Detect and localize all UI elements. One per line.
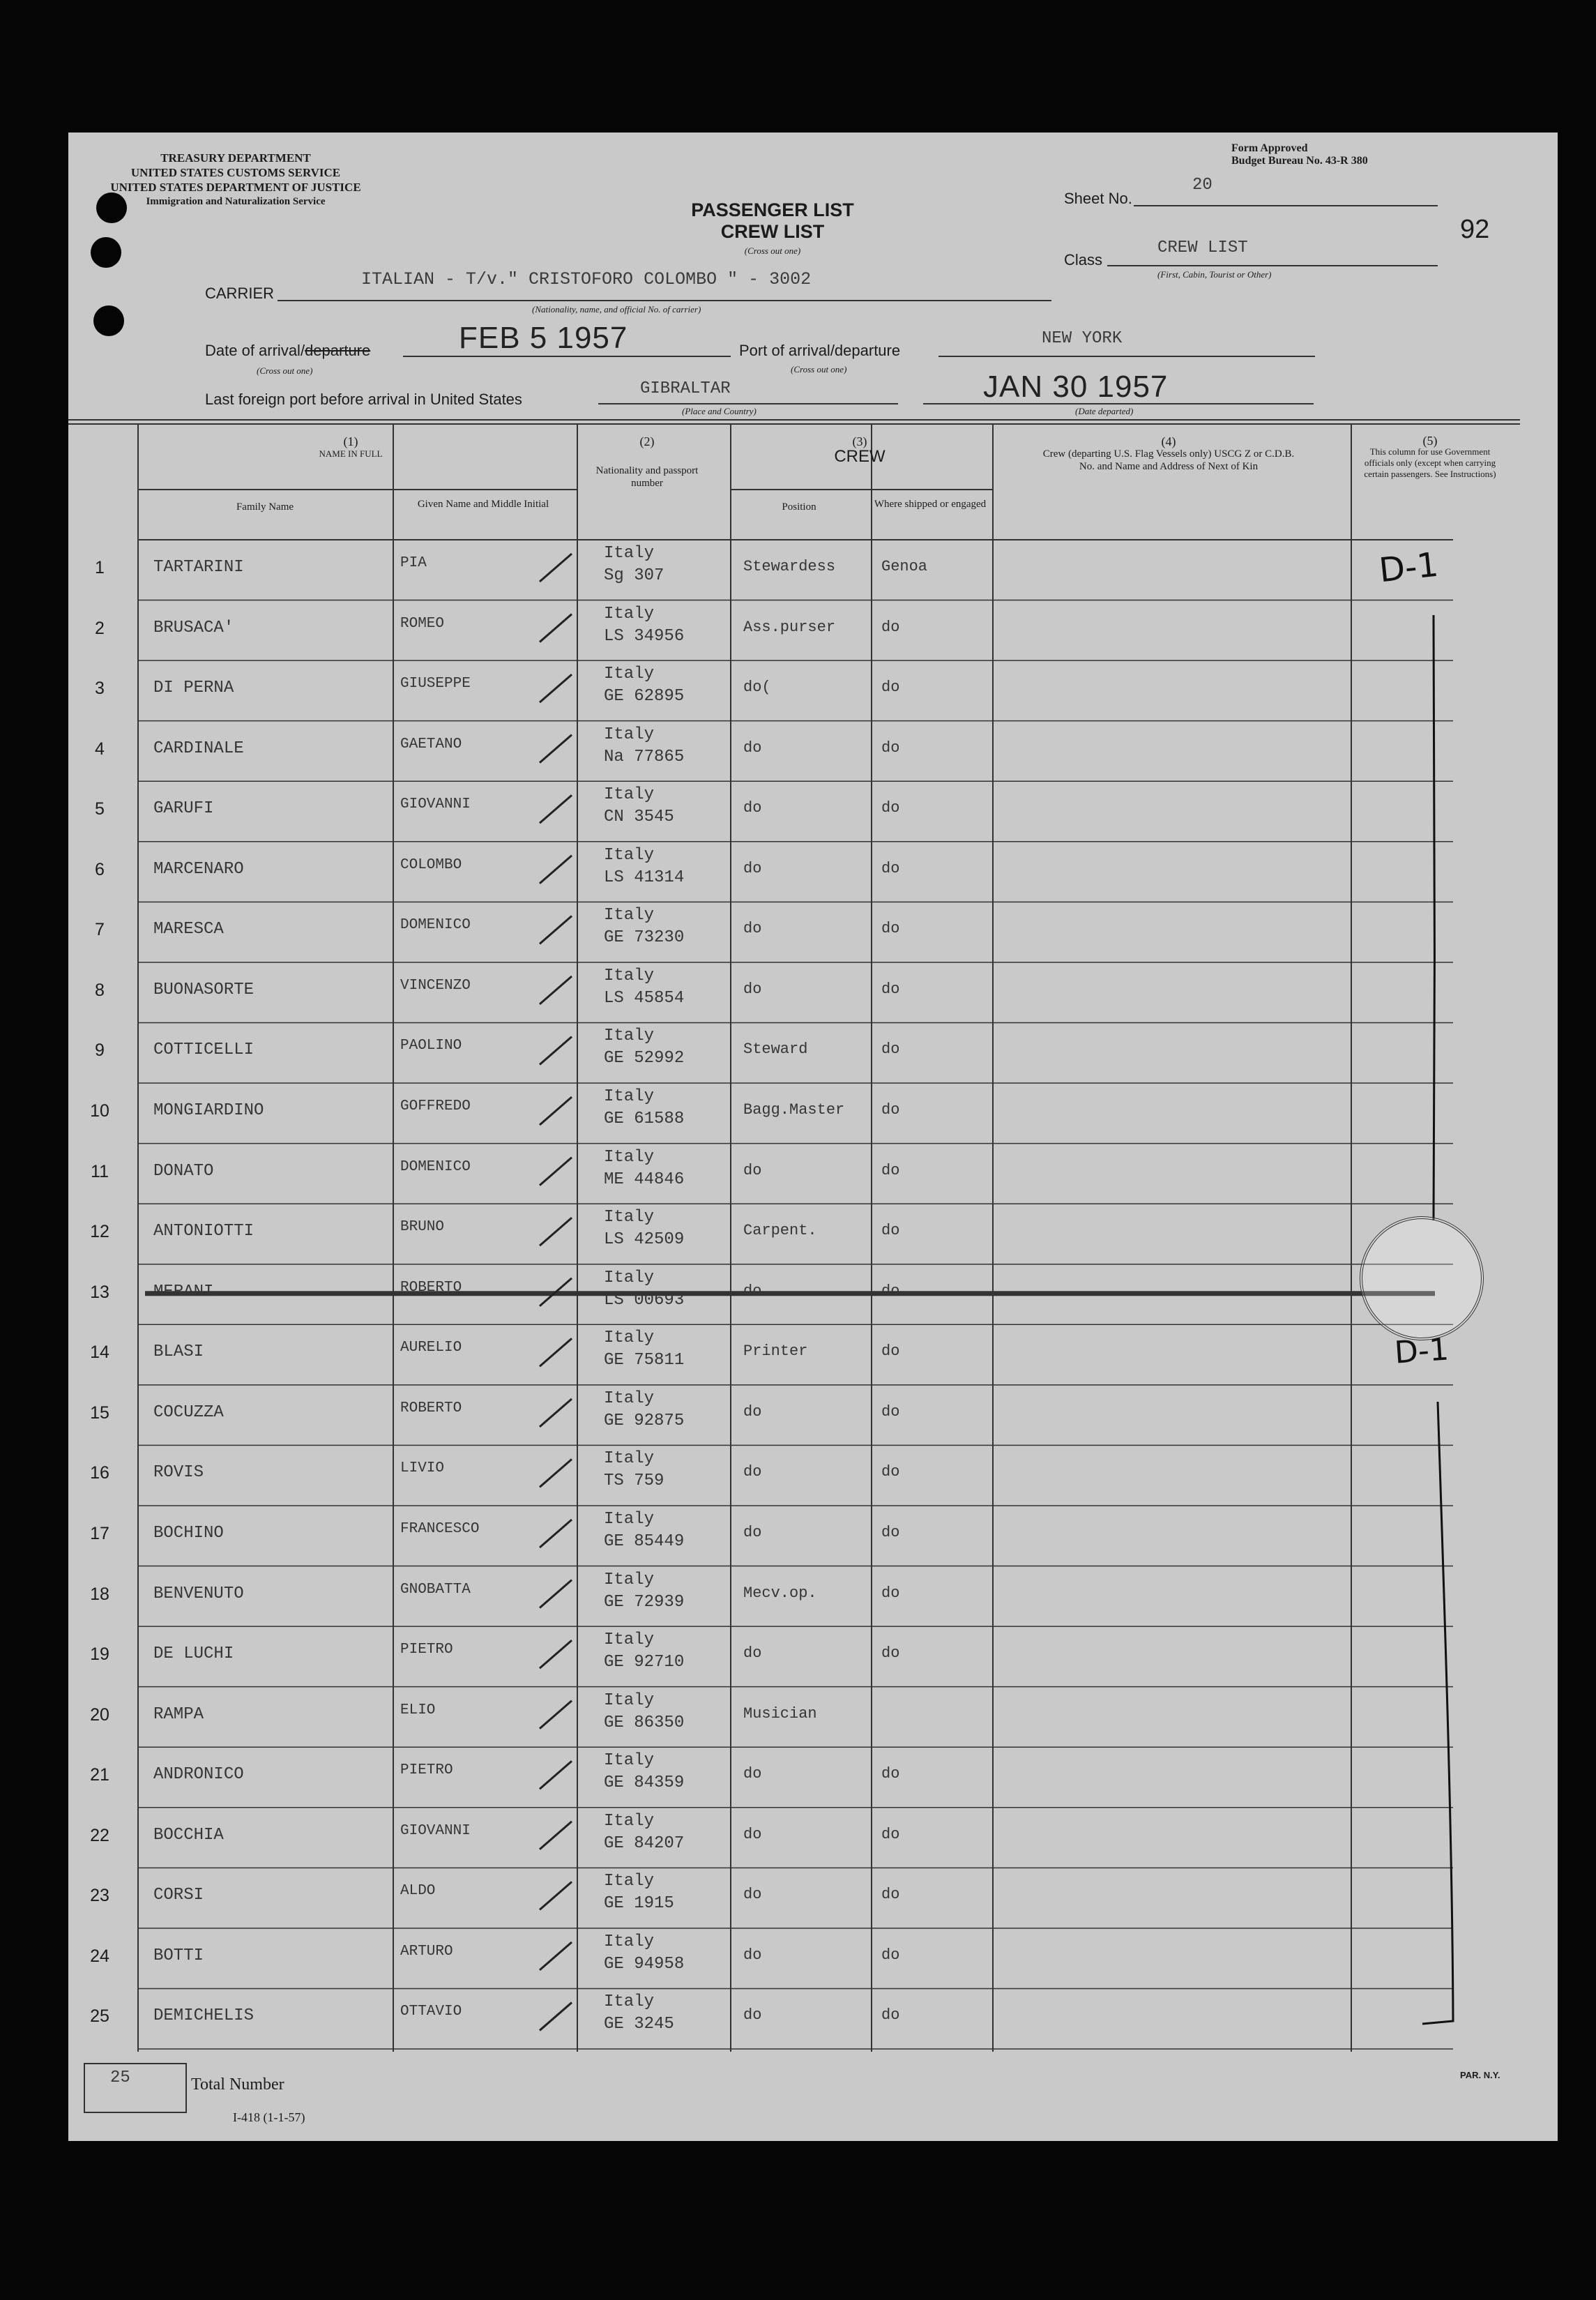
- col1-title: NAME IN FULL: [319, 448, 383, 459]
- given-name: GIOVANNI: [400, 796, 471, 813]
- col3-number: (3): [852, 434, 867, 448]
- given-name: PAOLINO: [400, 1038, 462, 1054]
- nationality: Italy: [604, 906, 655, 925]
- given-name: GOFFREDO: [400, 1098, 471, 1115]
- departed-hint: (Date departed): [1075, 406, 1134, 416]
- passport-number: Sg 307: [604, 566, 664, 585]
- family-name: COTTICELLI: [153, 1041, 254, 1060]
- where-shipped: do: [881, 859, 900, 877]
- where-shipped: Genoa: [881, 558, 928, 575]
- where-shipped: do: [881, 1644, 900, 1663]
- given-name: PIETRO: [400, 1762, 453, 1779]
- annotation-d1-mid: D-1: [1393, 1331, 1450, 1371]
- position: do: [743, 1946, 762, 1964]
- passport-number: LS 42509: [604, 1230, 685, 1250]
- check-mark: [540, 1097, 572, 1125]
- col1-header: [138, 435, 563, 460]
- col3-header: [731, 434, 989, 466]
- position: do: [743, 1644, 762, 1663]
- check-mark: [540, 1580, 572, 1608]
- col2-header: [579, 435, 715, 490]
- official-seal: [1360, 1216, 1484, 1340]
- check-mark: [540, 795, 572, 823]
- row-number: 25: [90, 2006, 109, 2027]
- passport-number: LS 00693: [604, 1290, 685, 1310]
- family-name: MERANI: [153, 1282, 214, 1301]
- position: do: [743, 2006, 762, 2025]
- nationality: Italy: [604, 966, 655, 985]
- where-shipped: do: [881, 1222, 900, 1240]
- col1-number: (1): [343, 434, 358, 448]
- given-name: ROMEO: [400, 615, 445, 632]
- passport-number: GE 61588: [604, 1110, 685, 1129]
- where-shipped: do: [881, 1946, 900, 1964]
- family-name: MARESCA: [153, 920, 224, 939]
- passport-number: GE 72939: [604, 1592, 685, 1612]
- crew-table-grid: [68, 133, 1558, 2141]
- check-mark: [540, 735, 572, 763]
- given-name: COLOMBO: [400, 856, 462, 873]
- given-name-header: Given Name and Middle Initial: [417, 499, 549, 510]
- where-shipped: do: [881, 1765, 900, 1783]
- where-shipped: do: [881, 739, 900, 757]
- class-label: Class: [1064, 251, 1103, 268]
- row-number: 1: [95, 558, 105, 577]
- printer-mark: PAR. N.Y.: [1460, 2070, 1500, 2080]
- class-hint: (First, Cabin, Tourist or Other): [1157, 269, 1272, 280]
- nationality: Italy: [604, 1147, 655, 1167]
- departed-date-stamp: JAN 30 1957: [983, 370, 1169, 404]
- passport-number: GE 84207: [604, 1833, 685, 1853]
- nationality: Italy: [604, 1087, 655, 1107]
- dept-line-1: TREASURY DEPARTMENT: [160, 151, 311, 165]
- given-name: ROBERTO: [400, 1400, 462, 1416]
- passport-number: LS 45854: [604, 988, 685, 1008]
- position: Steward: [743, 1041, 808, 1059]
- given-name: PIETRO: [400, 1642, 453, 1658]
- passport-number: GE 92875: [604, 1411, 685, 1430]
- passport-number: GE 62895: [604, 687, 685, 706]
- where-shipped: do: [881, 1161, 900, 1179]
- family-name-header: Family Name: [236, 501, 294, 513]
- port-value: NEW YORK: [1042, 329, 1123, 348]
- given-name: ALDO: [400, 1883, 436, 1900]
- col2-title: Nationality and passport number: [595, 465, 699, 489]
- nationality: Italy: [604, 1811, 655, 1831]
- where-shipped: do: [881, 1342, 900, 1361]
- total-label: Total Number: [191, 2075, 284, 2094]
- family-name: DONATO: [153, 1161, 214, 1181]
- row-number: 9: [95, 1041, 105, 1061]
- check-mark: [540, 1520, 572, 1548]
- position: do: [743, 1825, 762, 1843]
- family-name: CARDINALE: [153, 739, 244, 758]
- sheet-no-label: Sheet No.: [1064, 190, 1132, 207]
- row-number: 17: [90, 1523, 109, 1543]
- budget-bureau-label: Budget Bureau No. 43-R 380: [1231, 155, 1368, 167]
- passport-number: GE 52992: [604, 1049, 685, 1068]
- form-number: I-418 (1-1-57): [233, 2110, 305, 2124]
- row-number: 20: [90, 1704, 109, 1725]
- nationality: Italy: [604, 665, 655, 684]
- given-name: BRUNO: [400, 1219, 445, 1236]
- given-name: GIUSEPPE: [400, 676, 471, 693]
- col5-title: This column for use Government officials only (except when carrying certain passengers. See Instructions): [1364, 446, 1496, 479]
- position: do: [743, 859, 762, 877]
- where-shipped: do: [881, 1886, 900, 1904]
- position: Bagg.Master: [743, 1101, 845, 1119]
- row-number: 15: [90, 1402, 109, 1423]
- family-name: RAMPA: [153, 1704, 204, 1724]
- title-passenger-list: PASSENGER LIST: [691, 199, 854, 220]
- passport-number: GE 86350: [604, 1713, 685, 1732]
- row-number: 23: [90, 1886, 109, 1906]
- where-shipped: do: [881, 1463, 900, 1481]
- nationality: Italy: [604, 845, 655, 865]
- family-name: DEMICHELIS: [153, 2006, 254, 2026]
- row-number: 14: [90, 1342, 109, 1363]
- total-box: [84, 2063, 187, 2113]
- nationality: Italy: [604, 544, 655, 563]
- family-name: ANTONIOTTI: [153, 1222, 254, 1241]
- family-name: BOCHINO: [153, 1523, 224, 1543]
- nationality: Italy: [604, 1631, 655, 1650]
- family-name: ROVIS: [153, 1463, 204, 1483]
- col5-number: (5): [1422, 434, 1438, 448]
- check-mark: [540, 856, 572, 884]
- position: do: [743, 1886, 762, 1904]
- dept-line-3: UNITED STATES DEPARTMENT OF JUSTICE: [110, 181, 361, 194]
- position: do: [743, 1282, 762, 1300]
- sheet-no-value: 20: [1192, 176, 1213, 195]
- position: do: [743, 980, 762, 998]
- passport-number: LS 34956: [604, 626, 685, 646]
- row-number: 5: [95, 799, 105, 819]
- row-number: 10: [90, 1101, 109, 1121]
- col5-header: [1350, 435, 1510, 480]
- family-name: MARCENARO: [153, 859, 244, 879]
- dept-line-4: Immigration and Naturalization Service: [146, 196, 326, 207]
- given-name: ARTURO: [400, 1943, 453, 1960]
- nationality: Italy: [604, 1570, 655, 1589]
- row-number: 3: [95, 679, 105, 699]
- given-name: ROBERTO: [400, 1279, 462, 1296]
- nationality: Italy: [604, 1932, 655, 1951]
- check-mark: [540, 1338, 572, 1366]
- given-name: GNOBATTA: [400, 1581, 471, 1598]
- check-mark: [540, 1942, 572, 1970]
- nationality: Italy: [604, 785, 655, 805]
- given-name: AURELIO: [400, 1340, 462, 1356]
- row-number: 7: [95, 920, 105, 940]
- check-mark: [540, 1882, 572, 1909]
- position: do: [743, 1523, 762, 1541]
- check-mark: [540, 1218, 572, 1246]
- position-header: Position: [782, 501, 816, 513]
- given-name: DOMENICO: [400, 1158, 471, 1175]
- where-shipped: do: [881, 1101, 900, 1119]
- passport-number: GE 84359: [604, 1773, 685, 1793]
- position: do: [743, 920, 762, 938]
- given-name: VINCENZO: [400, 977, 471, 994]
- row-number: 6: [95, 859, 105, 879]
- family-name: GARUFI: [153, 799, 214, 819]
- col4-number: (4): [1161, 434, 1176, 448]
- total-value: 25: [110, 2068, 130, 2087]
- carrier-hint: (Nationality, name, and official No. of carrier): [532, 304, 701, 315]
- family-name: BLASI: [153, 1342, 204, 1362]
- check-mark: [540, 976, 572, 1004]
- check-mark: [540, 554, 572, 582]
- passport-number: LS 41314: [604, 868, 685, 887]
- nationality: Italy: [604, 1449, 655, 1469]
- nationality: Italy: [604, 604, 655, 623]
- check-mark: [540, 1640, 572, 1668]
- check-mark: [540, 1761, 572, 1789]
- form-approved-label: Form Approved: [1231, 142, 1308, 154]
- where-shipped-header: Where shipped or engaged: [874, 499, 987, 510]
- family-name: BOTTI: [153, 1946, 204, 1965]
- last-port-label: Last foreign port before arrival in United States: [205, 391, 522, 408]
- given-name: PIA: [400, 555, 427, 571]
- where-shipped: do: [881, 1041, 900, 1059]
- carrier-label: CARRIER: [205, 285, 275, 302]
- row-number: 24: [90, 1946, 109, 1966]
- passport-number: GE 1915: [604, 1894, 674, 1914]
- nationality: Italy: [604, 1992, 655, 2012]
- row-number: 18: [90, 1584, 109, 1604]
- row-number: 19: [90, 1644, 109, 1665]
- check-mark: [540, 614, 572, 642]
- class-value: CREW LIST: [1157, 239, 1248, 257]
- row-number: 21: [90, 1765, 109, 1785]
- passport-number: GE 92710: [604, 1653, 685, 1672]
- position: Stewardess: [743, 558, 836, 575]
- where-shipped: do: [881, 1825, 900, 1843]
- passport-number: GE 85449: [604, 1531, 685, 1551]
- check-mark: [540, 1036, 572, 1064]
- date-hint: (Cross out one): [257, 365, 313, 376]
- given-name: OTTAVIO: [400, 2004, 462, 2020]
- where-shipped: do: [881, 799, 900, 817]
- nationality: Italy: [604, 1329, 655, 1348]
- title-crew-list: CREW LIST: [720, 221, 825, 242]
- passport-number: GE 94958: [604, 1954, 685, 1974]
- position: Carpent.: [743, 1222, 817, 1240]
- position: do: [743, 1161, 762, 1179]
- where-shipped: do: [881, 920, 900, 938]
- where-shipped: do: [881, 1523, 900, 1541]
- passport-number: Na 77865: [604, 747, 685, 766]
- row-number: 16: [90, 1463, 109, 1483]
- nationality: Italy: [604, 1509, 655, 1529]
- passport-number: GE 73230: [604, 928, 685, 948]
- date-label-departure: departure: [305, 342, 371, 359]
- family-name: BRUSACA': [153, 618, 234, 637]
- port-hint: (Cross out one): [791, 364, 847, 374]
- col2-number: (2): [639, 434, 655, 448]
- nationality: Italy: [604, 1208, 655, 1227]
- position: do: [743, 1402, 762, 1421]
- position: Printer: [743, 1342, 808, 1361]
- position: do: [743, 1765, 762, 1783]
- check-mark: [540, 2002, 572, 2030]
- position: Mecv.op.: [743, 1584, 817, 1602]
- where-shipped: do: [881, 618, 900, 636]
- given-name: GIOVANNI: [400, 1822, 471, 1839]
- family-name: TARTARINI: [153, 558, 244, 577]
- family-name: MONGIARDINO: [153, 1101, 264, 1121]
- nationality: Italy: [604, 1690, 655, 1710]
- check-mark: [540, 1701, 572, 1729]
- port-label: Port of arrival/departure: [739, 342, 901, 359]
- annotation-d1-top: D-1: [1377, 545, 1441, 591]
- passport-number: TS 759: [604, 1471, 664, 1491]
- given-name: DOMENICO: [400, 917, 471, 934]
- row-number: 13: [90, 1282, 109, 1302]
- position: do(: [743, 679, 771, 697]
- position: do: [743, 1463, 762, 1481]
- where-shipped: do: [881, 2006, 900, 2025]
- row-number: 12: [90, 1222, 109, 1242]
- passport-number: CN 3545: [604, 808, 674, 827]
- position: Ass.purser: [743, 618, 836, 636]
- carrier-value: ITALIAN - T/v." CRISTOFORO COLOMBO " - 3002: [361, 269, 812, 289]
- where-shipped: do: [881, 1282, 900, 1300]
- check-mark: [540, 1459, 572, 1487]
- check-mark: [540, 674, 572, 702]
- where-shipped: do: [881, 679, 900, 697]
- family-name: CORSI: [153, 1886, 204, 1905]
- nationality: Italy: [604, 1872, 655, 1891]
- where-shipped: do: [881, 1584, 900, 1602]
- family-name: ANDRONICO: [153, 1765, 244, 1785]
- nationality: Italy: [604, 1268, 655, 1287]
- where-shipped: do: [881, 980, 900, 998]
- check-mark: [540, 916, 572, 944]
- given-name: ELIO: [400, 1702, 436, 1718]
- family-name: DE LUCHI: [153, 1644, 234, 1664]
- row-number: 22: [90, 1825, 109, 1845]
- family-name: BENVENUTO: [153, 1584, 244, 1603]
- passport-number: GE 75811: [604, 1351, 685, 1370]
- passport-number: GE 3245: [604, 2015, 674, 2034]
- family-name: BUONASORTE: [153, 980, 254, 999]
- crew-list-document: [68, 133, 1558, 2141]
- check-mark: [540, 1399, 572, 1427]
- row-number: 4: [95, 739, 105, 759]
- page-number: 92: [1460, 215, 1490, 244]
- check-mark: [540, 1822, 572, 1849]
- row-number: 8: [95, 980, 105, 1000]
- dept-line-2: UNITED STATES CUSTOMS SERVICE: [130, 166, 341, 179]
- col4-title: Crew (departing U.S. Flag Vessels only) USCG Z or C.D.B. No. and Name and Address of Next of Kin: [1042, 448, 1295, 472]
- col4-header: [994, 435, 1343, 473]
- check-mark: [540, 1158, 572, 1186]
- last-port-hint: (Place and Country): [682, 406, 757, 416]
- title-cross-out-hint: (Cross out one): [744, 245, 801, 256]
- nationality: Italy: [604, 725, 655, 744]
- last-port-value: GIBRALTAR: [640, 379, 731, 398]
- family-name: BOCCHIA: [153, 1825, 224, 1845]
- position: do: [743, 799, 762, 817]
- nationality: Italy: [604, 1389, 655, 1408]
- given-name: GAETANO: [400, 736, 462, 752]
- position: do: [743, 739, 762, 757]
- col3-title: CREW: [834, 447, 886, 466]
- given-name: LIVIO: [400, 1460, 445, 1477]
- nationality: Italy: [604, 1027, 655, 1046]
- passport-number: ME 44846: [604, 1170, 685, 1189]
- date-label-arrival: Date of arrival/: [205, 342, 305, 359]
- family-name: DI PERNA: [153, 679, 234, 698]
- where-shipped: do: [881, 1402, 900, 1421]
- row-number: 2: [95, 618, 105, 638]
- nationality: Italy: [604, 1751, 655, 1771]
- arrival-date-stamp: FEB 5 1957: [459, 321, 628, 355]
- family-name: COCUZZA: [153, 1402, 224, 1422]
- row-number: 11: [91, 1161, 109, 1181]
- given-name: FRANCESCO: [400, 1520, 480, 1537]
- position: Musician: [743, 1704, 817, 1723]
